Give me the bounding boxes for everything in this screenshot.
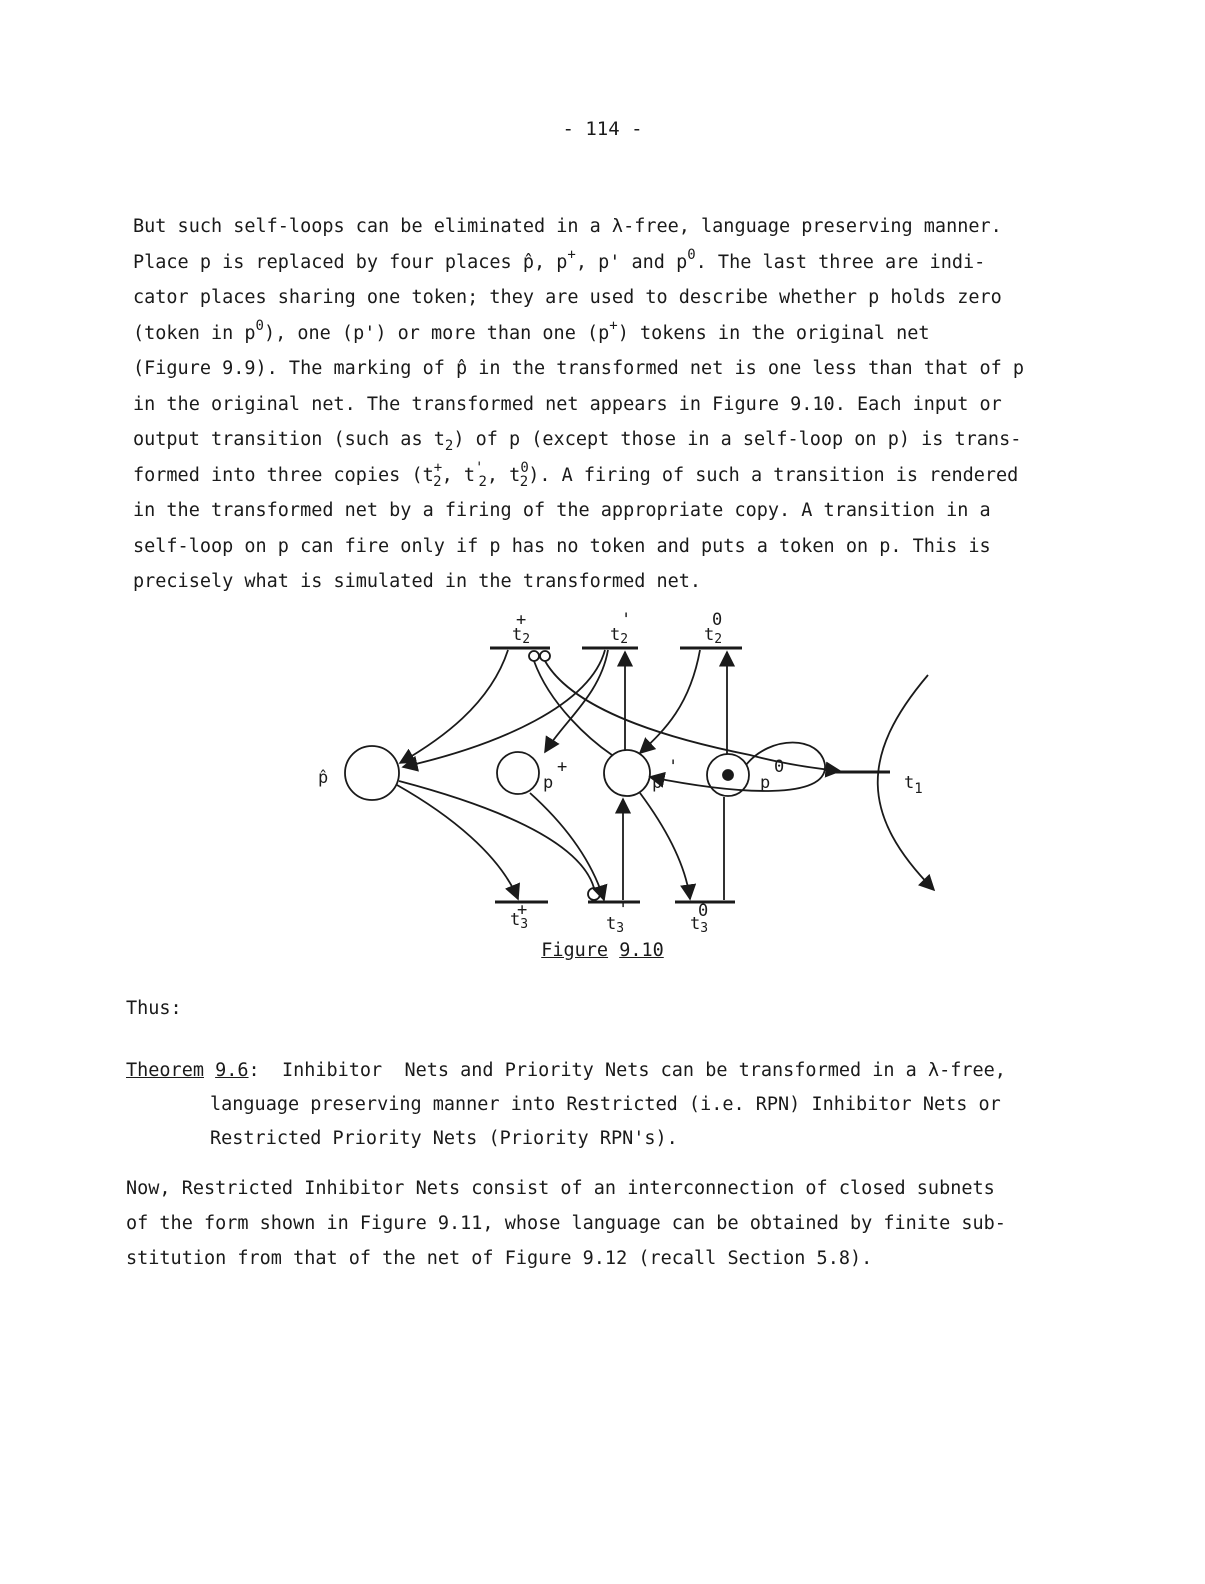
subscript: 2 xyxy=(519,473,529,490)
text-line xyxy=(133,287,1113,323)
text: of the form shown in Figure 9.11, whose language can be obtained by finite sub- xyxy=(126,1213,1006,1234)
text: But such self-loops can be eliminated in a λ-free, language preserving manner. xyxy=(133,216,1002,237)
paragraph-intro xyxy=(133,216,1113,607)
inhibitor-arc-end xyxy=(540,651,550,661)
text-line xyxy=(126,1060,1006,1094)
superscript: + xyxy=(433,459,443,476)
label-p-plus-mark: + xyxy=(557,757,568,777)
text-line xyxy=(133,459,1113,501)
label-t3-plus-mark: + xyxy=(517,900,528,920)
arc xyxy=(403,650,605,767)
subscript: 2 xyxy=(433,473,442,490)
token xyxy=(723,770,733,780)
label-p-hat: p̂ xyxy=(318,768,329,788)
text: Inhibitor Nets and Priority Nets can be transformed in a λ-free, xyxy=(259,1060,1006,1081)
superscript: 0 xyxy=(255,317,264,334)
text: , t xyxy=(441,464,476,486)
text: ), one (p') or more than one (p xyxy=(263,322,610,344)
label-t3-zero: t3 xyxy=(690,914,709,935)
text-line xyxy=(133,500,1113,536)
text-line xyxy=(133,358,1113,394)
text-line xyxy=(126,1213,1006,1248)
text-line xyxy=(133,536,1113,572)
text: stitution from that of the net of Figure 9.12 (recall Section 5.8). xyxy=(126,1248,873,1269)
page-number: - 114 - xyxy=(562,118,643,140)
text-line xyxy=(133,571,1113,607)
label-t2-zero-mark: 0 xyxy=(712,610,723,630)
text: ). A firing of such a transition is rendered xyxy=(528,464,1019,486)
text-line xyxy=(133,216,1113,252)
inhibitor-arc xyxy=(399,781,594,888)
text: Place p is replaced by four places xyxy=(133,251,523,273)
text: ) of p (except those in a self-loop on p) is trans- xyxy=(453,429,1022,450)
petri-net-figure xyxy=(300,605,960,935)
inhibitor-arc-end xyxy=(529,651,539,661)
text: in the original net. The transformed net appears in Figure 9.10. Each input or xyxy=(133,393,1002,415)
text-line xyxy=(126,1094,1006,1128)
text: , p xyxy=(533,251,568,273)
label-t3-plus: t3 xyxy=(510,910,529,932)
text: ) tokens in the original net xyxy=(617,322,930,344)
label-t3-prime: t3 xyxy=(606,914,625,935)
text: : xyxy=(248,1060,260,1081)
caption-text: Figure xyxy=(541,940,609,961)
superscript: + xyxy=(609,317,618,334)
label-t2-zero: t2 xyxy=(704,625,723,647)
text: formed into three copies (t xyxy=(133,464,434,486)
label-t2-prime-mark: ' xyxy=(621,610,632,630)
text: . The last three are indi- xyxy=(695,251,986,273)
place-p-hat xyxy=(345,746,399,800)
theorem-block xyxy=(126,1060,1006,1162)
label-p-prime-mark: ' xyxy=(668,757,679,777)
text: , t xyxy=(486,464,521,486)
text-line xyxy=(126,1248,1006,1283)
label-p-zero: p xyxy=(760,773,771,793)
label-t2-plus-mark: + xyxy=(516,610,527,630)
text-line xyxy=(126,1178,1006,1213)
place-p-plus xyxy=(497,752,539,794)
superscript: ' xyxy=(475,459,484,476)
text: , p' and p xyxy=(575,251,688,273)
superscript: 0 xyxy=(687,246,696,263)
figure-caption xyxy=(0,940,1205,961)
place-p-prime xyxy=(604,750,650,796)
text: Now, Restricted Inhibitor Nets consist of an interconnection of closed subnets xyxy=(126,1178,995,1199)
theorem-number: 9.6 xyxy=(215,1060,249,1081)
superscript: + xyxy=(567,246,576,263)
inhibitor-arc-end xyxy=(588,888,600,900)
label-t2-prime: t2 xyxy=(610,625,629,647)
text-line xyxy=(133,317,1113,359)
subscript: 2 xyxy=(478,473,487,490)
arc xyxy=(397,785,518,899)
label-t2-plus: t2 xyxy=(512,625,531,647)
text: in the transformed net by a firing of the appropriate copy. A transition in a xyxy=(133,500,991,521)
label-p-zero-mark: 0 xyxy=(774,757,785,777)
text: (Figure 9.9). The marking of xyxy=(133,358,457,379)
arc xyxy=(400,650,508,763)
subscript: 2 xyxy=(444,438,454,454)
label-t3-zero-mark: 0 xyxy=(698,901,709,921)
p-hat-symbol: p̂ xyxy=(522,251,534,273)
label-t3-prime-mark: ' xyxy=(618,900,629,920)
theorem-label: Theorem xyxy=(126,1060,204,1081)
thus-text: Thus: xyxy=(126,998,182,1019)
caption-number: 9.10 xyxy=(619,940,664,961)
text-line xyxy=(133,246,1113,288)
text: precisely what is simulated in the transformed net. xyxy=(133,571,702,592)
text: output transition (such as t xyxy=(133,429,445,450)
text: cator places sharing one token; they are used to describe whether p holds zero xyxy=(133,287,1002,308)
label-p-prime: p xyxy=(652,773,663,793)
text: language preserving manner into Restricted (i.e. RPN) Inhibitor Nets or xyxy=(210,1094,1001,1115)
p-hat-symbol: p̂ xyxy=(456,358,468,379)
label-p-plus: p xyxy=(543,773,554,793)
paragraph-restricted-nets xyxy=(126,1178,1006,1283)
arc xyxy=(640,793,690,899)
text: (token in p xyxy=(133,322,256,344)
text: self-loop on p can fire only if p has no token and puts a token on p. This is xyxy=(133,535,991,557)
text-line xyxy=(133,429,1113,465)
text-line xyxy=(126,1128,1006,1162)
superscript: 0 xyxy=(520,459,529,476)
arc xyxy=(640,650,700,753)
text: in the transformed net is one less than that of p xyxy=(467,358,1025,379)
text-line xyxy=(133,394,1113,430)
label-t1: $t_1$ xyxy=(904,773,923,797)
text: Restricted Priority Nets (Priority RPN's). xyxy=(210,1128,678,1149)
